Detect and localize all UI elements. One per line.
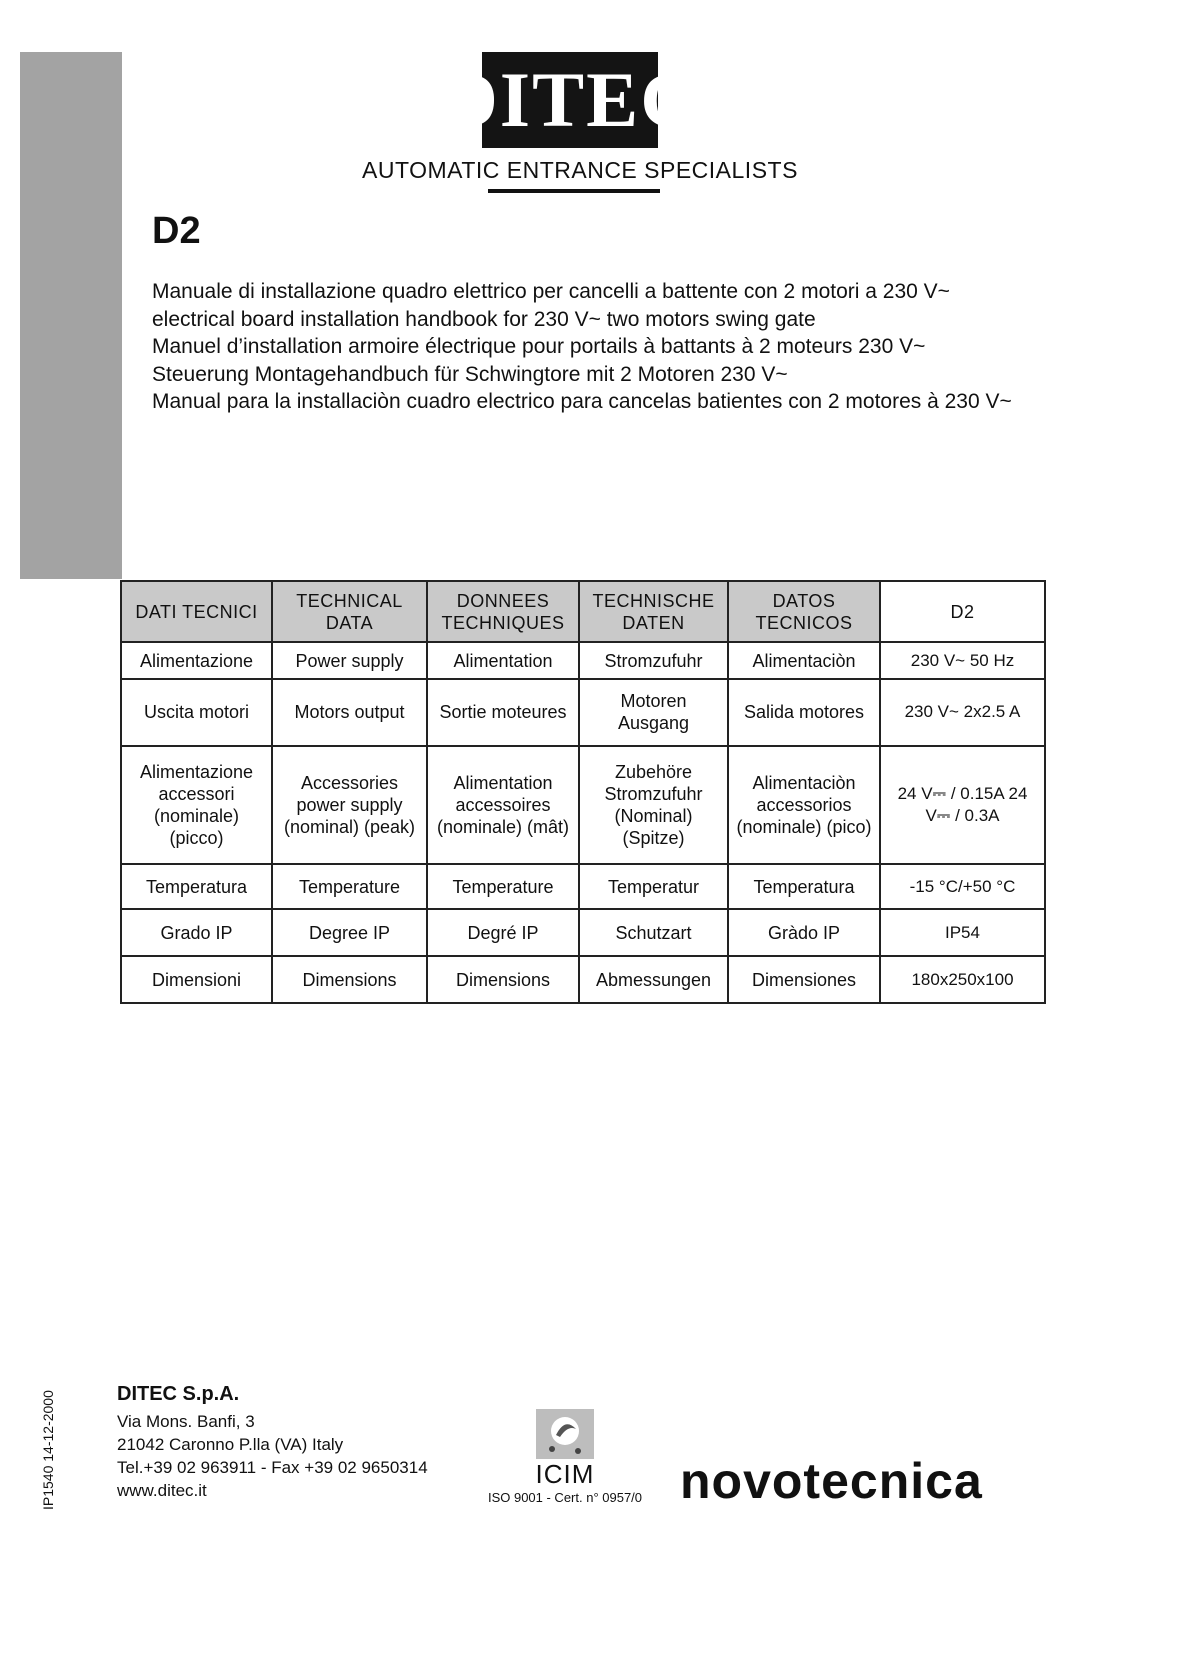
table-cell: Abmessungen: [579, 956, 728, 1003]
novotecnica-logo: novotecnica: [680, 1453, 983, 1509]
title-es: Manual para la installaciòn cuadro electrico para cancelas batientes con 2 motores à 230 V~: [152, 390, 1012, 413]
address-line: 21042 Caronno P.lla (VA) Italy: [117, 1435, 344, 1454]
table-cell: Zubehöre Stromzufuhr (Nominal) (Spitze): [579, 746, 728, 864]
icim-certification: [460, 1405, 670, 1505]
model-title: D2: [152, 210, 201, 252]
header-cell: TECHNISCHE DATEN: [579, 581, 728, 642]
table-row: [121, 746, 1045, 864]
table-row: [121, 909, 1045, 956]
technical-data-table: [120, 580, 1046, 1004]
value-cell: -15 °C/+50 °C: [880, 864, 1045, 909]
value-cell: 180x250x100: [880, 956, 1045, 1003]
table-cell: Temperatur: [579, 864, 728, 909]
table-cell: Grado IP: [121, 909, 272, 956]
table-cell: Schutzart: [579, 909, 728, 956]
icim-cert: ISO 9001 - Cert. n° 0957/0: [487, 1490, 643, 1505]
multilingual-titles: [152, 278, 1052, 416]
title-de: Steuerung Montagehandbuch für Schwingtore mit 2 Motoren 230 V~: [152, 362, 788, 386]
table-cell: Motors output: [272, 679, 427, 746]
table-cell: Motoren Ausgang: [579, 679, 728, 746]
table-cell: Uscita motori: [121, 679, 272, 746]
title-en: electrical board installation handbook for 230 V~ two motors swing gate: [152, 307, 816, 331]
table-cell: Alimentaciòn accessorios (nominale) (pico): [728, 746, 880, 864]
value-cell: 230 V~ 2x2.5 A: [880, 679, 1045, 746]
company-address: [117, 1383, 428, 1502]
title-it: Manuale di installazione quadro elettrico per cancelli a battente con 2 motori a 230 V~: [152, 280, 950, 303]
table-cell: Alimentaciòn: [728, 642, 880, 679]
table-cell: Temperatura: [728, 864, 880, 909]
value-cell: IP54: [880, 909, 1045, 956]
table-cell: Sortie moteures: [427, 679, 579, 746]
table-cell: Dimensions: [427, 956, 579, 1003]
table-cell: Alimentation accessoires (nominale) (mât): [427, 746, 579, 864]
title-fr: Manuel d’installation armoire électrique pour portails à battants à 2 moteurs 230 V~: [152, 335, 926, 358]
tagline-underline: [488, 189, 660, 193]
table-row: [121, 642, 1045, 679]
header-cell-model: D2: [880, 581, 1045, 642]
company-name: DITEC S.p.A.: [117, 1383, 240, 1405]
table-cell: Degré IP: [427, 909, 579, 956]
table-header-row: [121, 581, 1045, 642]
value-cell: 230 V~ 50 Hz: [880, 642, 1045, 679]
icim-mark-icon: [530, 1405, 600, 1463]
table-cell: Degree IP: [272, 909, 427, 956]
value-cell: 24 V⎓ / 0.15A 24 V⎓ / 0.3A: [880, 746, 1045, 864]
table-cell: Stromzufuhr: [579, 642, 728, 679]
table-row: [121, 864, 1045, 909]
table-cell: Dimensioni: [121, 956, 272, 1003]
header-cell: TECHNICAL DATA: [272, 581, 427, 642]
table-row: [121, 956, 1045, 1003]
document-code: IP1540 14-12-2000: [40, 1390, 56, 1510]
website-link[interactable]: www.ditec.it: [117, 1481, 207, 1500]
icim-name: ICIM: [535, 1459, 595, 1489]
logo-text: DITEC: [441, 56, 699, 143]
table-cell: Alimentazione accessori (nominale) (picco): [121, 746, 272, 864]
address-line: Tel.+39 02 963911 - Fax +39 02 9650314: [117, 1458, 428, 1477]
header-cell: DONNEES TECHNIQUES: [427, 581, 579, 642]
header-cell: DATOS TECNICOS: [728, 581, 880, 642]
address-line: Via Mons. Banfi, 3: [117, 1412, 255, 1431]
header-cell: DATI TECNICI: [121, 581, 272, 642]
ditec-logo: [441, 52, 699, 148]
table-cell: Temperature: [427, 864, 579, 909]
tagline: AUTOMATIC ENTRANCE SPECIALISTS: [362, 157, 798, 183]
table-cell: Dimensions: [272, 956, 427, 1003]
table-cell: Accessories power supply (nominal) (peak): [272, 746, 427, 864]
table-cell: Dimensiones: [728, 956, 880, 1003]
table-cell: Temperature: [272, 864, 427, 909]
table-cell: Power supply: [272, 642, 427, 679]
table-cell: Alimentation: [427, 642, 579, 679]
side-gray-band: [20, 52, 122, 579]
table-cell: Salida motores: [728, 679, 880, 746]
table-cell: Alimentazione: [121, 642, 272, 679]
table-cell: Temperatura: [121, 864, 272, 909]
table-cell: Gràdo IP: [728, 909, 880, 956]
table-row: [121, 679, 1045, 746]
